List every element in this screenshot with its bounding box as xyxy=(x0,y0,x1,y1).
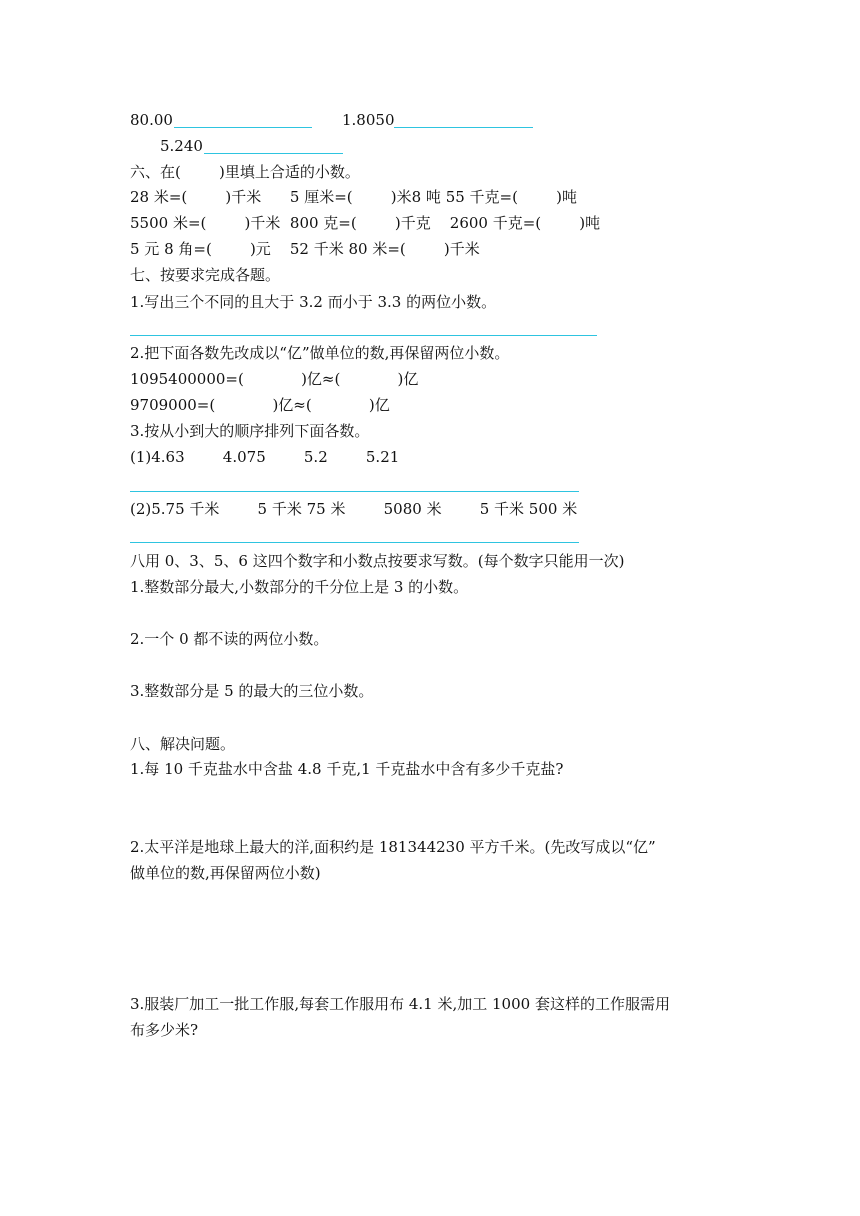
item-80-00: 80.00 xyxy=(130,111,173,129)
answer-line[interactable] xyxy=(130,542,579,543)
section-6-heading: 六、在( )里填上合适的小数。 xyxy=(130,163,360,181)
item-5-240: 5.240 xyxy=(160,137,203,155)
section-7-q2a: 1095400000=( )亿≈( )亿 xyxy=(130,370,419,388)
section-8b-q2-line1: 2.太平洋是地球上最大的洋,面积约是 181344230 平方千米。(先改写成以“亿” xyxy=(130,838,656,856)
section-7-heading: 七、按要求完成各题。 xyxy=(130,266,281,284)
section-8b-q2-line2: 做单位的数,再保留两位小数) xyxy=(130,864,321,882)
section-6-row-2: 5500 米=( )千米 800 克=( )千克 2600 千克=( )吨 xyxy=(130,214,601,232)
section-8b-q1: 1.每 10 千克盐水中含盐 4.8 千克,1 千克盐水中含有多少千克盐? xyxy=(130,760,564,778)
answer-line[interactable] xyxy=(174,127,312,128)
section-6-row-1: 28 米=( )千米 5 厘米=( )米8 吨 55 千克=( )吨 xyxy=(130,188,577,206)
section-7-q3b: (2)5.75 千米 5 千米 75 米 5080 米 5 千米 500 米 xyxy=(130,500,578,518)
answer-line[interactable] xyxy=(394,127,533,128)
section-8a-heading: 八用 0、3、5、6 这四个数字和小数点按要求写数。(每个数字只能用一次) xyxy=(130,552,625,570)
section-8a-q3: 3.整数部分是 5 的最大的三位小数。 xyxy=(130,682,374,700)
section-8b-q3-line1: 3.服装厂加工一批工作服,每套工作服用布 4.1 米,加工 1000 套这样的工作服需用 xyxy=(130,995,670,1013)
section-8b-heading: 八、解决问题。 xyxy=(130,735,236,753)
answer-line[interactable] xyxy=(204,153,343,154)
section-6-row-3: 5 元 8 角=( )元 52 千米 80 米=( )千米 xyxy=(130,240,480,258)
section-8b-q3-line2: 布多少米? xyxy=(130,1021,199,1039)
answer-line[interactable] xyxy=(130,491,579,492)
section-7-q3a: (1)4.63 4.075 5.2 5.21 xyxy=(130,448,400,466)
section-8a-q1: 1.整数部分最大,小数部分的千分位上是 3 的小数。 xyxy=(130,578,469,596)
section-8a-q2: 2.一个 0 都不读的两位小数。 xyxy=(130,630,329,648)
item-1-8050: 1.8050 xyxy=(342,111,395,129)
section-7-q3: 3.按从小到大的顺序排列下面各数。 xyxy=(130,422,370,440)
section-7-q2: 2.把下面各数先改成以“亿”做单位的数,再保留两位小数。 xyxy=(130,344,510,362)
answer-line[interactable] xyxy=(130,335,597,336)
section-7-q2b: 9709000=( )亿≈( )亿 xyxy=(130,396,390,414)
section-7-q1: 1.写出三个不同的且大于 3.2 而小于 3.3 的两位小数。 xyxy=(130,293,497,311)
